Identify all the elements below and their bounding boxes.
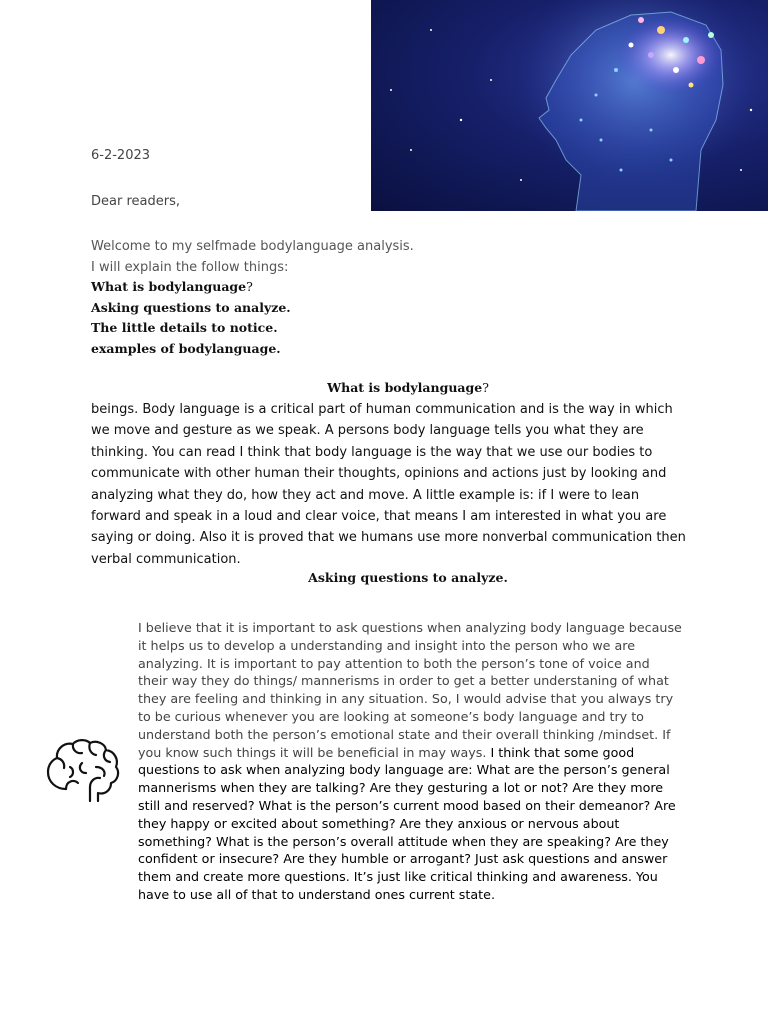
topic-item: examples of bodylanguage. [91, 340, 281, 356]
hero-image [371, 0, 768, 211]
letter-date: 6-2-2023 [91, 148, 151, 163]
topic-item: The little details to notice. [91, 320, 278, 335]
topic-item: Asking questions to analyze. [91, 299, 291, 315]
section-heading-bodylanguage: What is bodylanguage? [327, 380, 489, 395]
brain-icon [44, 737, 122, 803]
section-body-questions [138, 619, 683, 904]
section-body-part-1: I believe that it is important to ask questions when analyzing body language because it helps us to develop a understanding and insight into the person who we are analyzing. It is important to pay attention to both the person’s tone of voice and their way they do things/ mannerisms in order to get a better understaning of what they are feeling and thinking in any situation. So, I would advise that you always try to be curious whenever you are looking at someone’s body language and try to understand both the person’s emotional state and their overall thinking /mindset. If you know such things it will be beneficial in may ways. [138, 620, 682, 760]
intro-line-2: I will explain the follow things: [91, 260, 289, 275]
topic-item: What is bodylanguage? [91, 279, 253, 294]
intro-text [91, 236, 414, 278]
intro-line-1: Welcome to my selfmade bodylanguage analysis. [91, 239, 414, 254]
section-body-bodylanguage: beings. Body language is a critical part of human communication and is the way in which we move and gesture as we speak. A persons body language tells you what they are thinking. You can read I think that body language is the way that we use our bodies to communicate with other human their thoughts, opinions and actions just by looking and analyzing what they do, how they act and move. A little example is: if I were to lean forward and speak in a loud and clear voice, that means I am interested in what you are saying or doing. Also it is proved that we humans use more nonverbal communication then verbal communication. [91, 402, 686, 567]
section-body-part-2: I think that some good questions to ask when analyzing body language are: What are the person’s general mannerisms when they are talking? Are they gesturing a lot or not? Are they more still and reserved? What is the person’s current mood based on their demeanor? Are they happy or excited about something? Are they anxious or nervous about something? What is the person’s overall attitude when they are speaking? Are they confident or insecure? Are they humble or arrogant? Just ask questions and answer them and create more questions. It’s just like critical thinking and awareness. You have to use all of that to understand ones current state. [138, 744, 676, 902]
section-heading-questions: Asking questions to analyze. [308, 570, 508, 585]
topics-list [91, 277, 291, 359]
digital-head-illustration [371, 0, 768, 211]
letter-greeting: Dear readers, [91, 194, 180, 209]
